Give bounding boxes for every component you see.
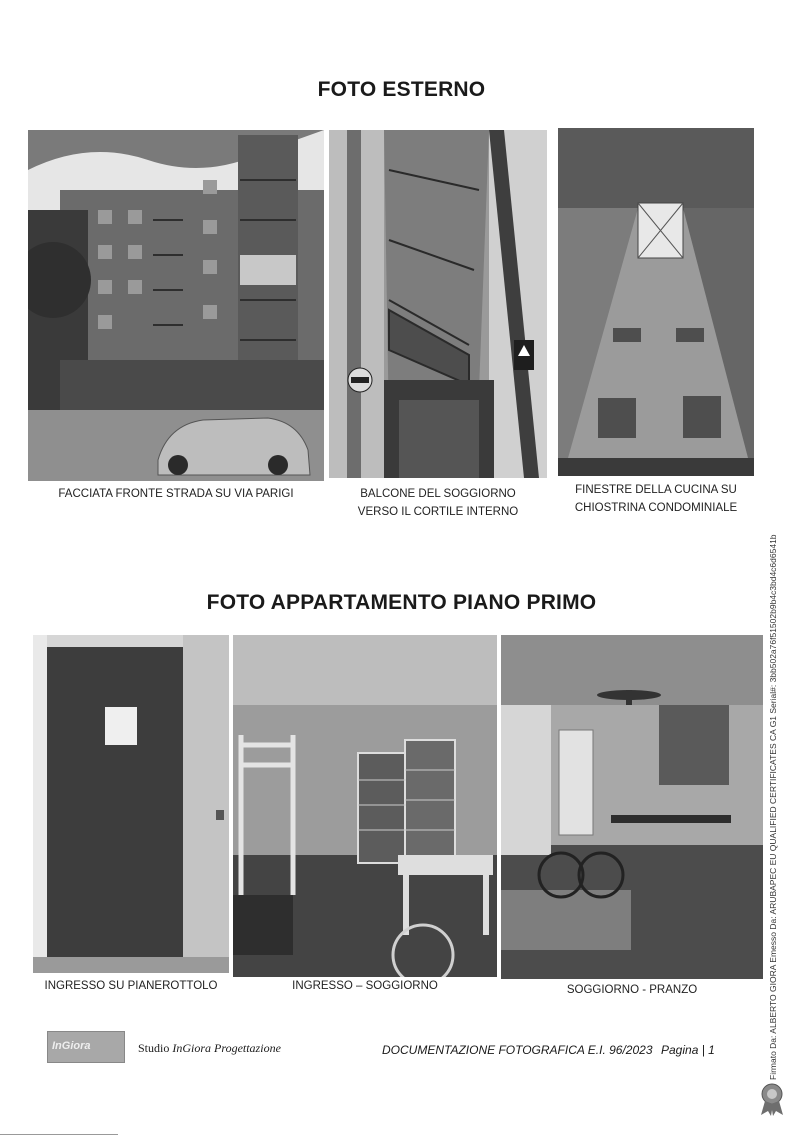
- photo-courtyard: [558, 128, 754, 476]
- caption-living-entrance: INGRESSO – SOGGIORNO: [292, 980, 438, 992]
- photo-entrance-door: [33, 635, 229, 973]
- caption-courtyard-line1: FINESTRE DELLA CUCINA SU: [575, 484, 737, 496]
- digital-signature: Firmato Da: ALBERTO GIORA Emesso Da: ARUBAPEC EU QUALIFIED CERTIFICATES CA G1 Serial#: 3bb502a76f51502b9b4c3bd4c6d6541b: [768, 534, 778, 1080]
- caption-courtyard-line2: CHIOSTRINA CONDOMINIALE: [574, 502, 738, 514]
- apartment-title: FOTO APPARTAMENTO PIANO PRIMO: [206, 591, 597, 614]
- caption-living-dining: SOGGIORNO - PRANZO: [566, 984, 698, 996]
- caption-facade: FACCIATA FRONTE STRADA SU VIA PARIGI: [58, 488, 294, 500]
- badge-icon: [756, 1082, 788, 1116]
- photo-balcony: [329, 130, 547, 478]
- logo-icon: [47, 1031, 125, 1063]
- caption-balcony-line2: VERSO IL CORTILE INTERNO: [357, 506, 519, 518]
- exterior-title: FOTO ESTERNO: [317, 78, 486, 101]
- photo-living-dining: [501, 635, 763, 979]
- studio-brand: InGiora Progettazione: [172, 1041, 281, 1055]
- studio-name: [138, 1041, 281, 1056]
- caption-entrance-door: INGRESSO SU PIANEROTTOLO: [44, 980, 218, 992]
- document-title: DOCUMENTAZIONE FOTOGRAFICA E.I. 96/2023: [382, 1043, 653, 1057]
- caption-balcony: [329, 485, 547, 521]
- photo-living-entrance: [233, 635, 497, 977]
- caption-courtyard: [558, 481, 754, 517]
- logo-text: InGiora: [52, 1040, 91, 1052]
- bottom-rule: [0, 1134, 118, 1135]
- studio-prefix: Studio: [138, 1041, 173, 1055]
- photo-facade: [28, 130, 324, 481]
- page-number: Pagina | 1: [661, 1043, 715, 1057]
- caption-balcony-line1: BALCONE DEL SOGGIORNO: [360, 488, 516, 500]
